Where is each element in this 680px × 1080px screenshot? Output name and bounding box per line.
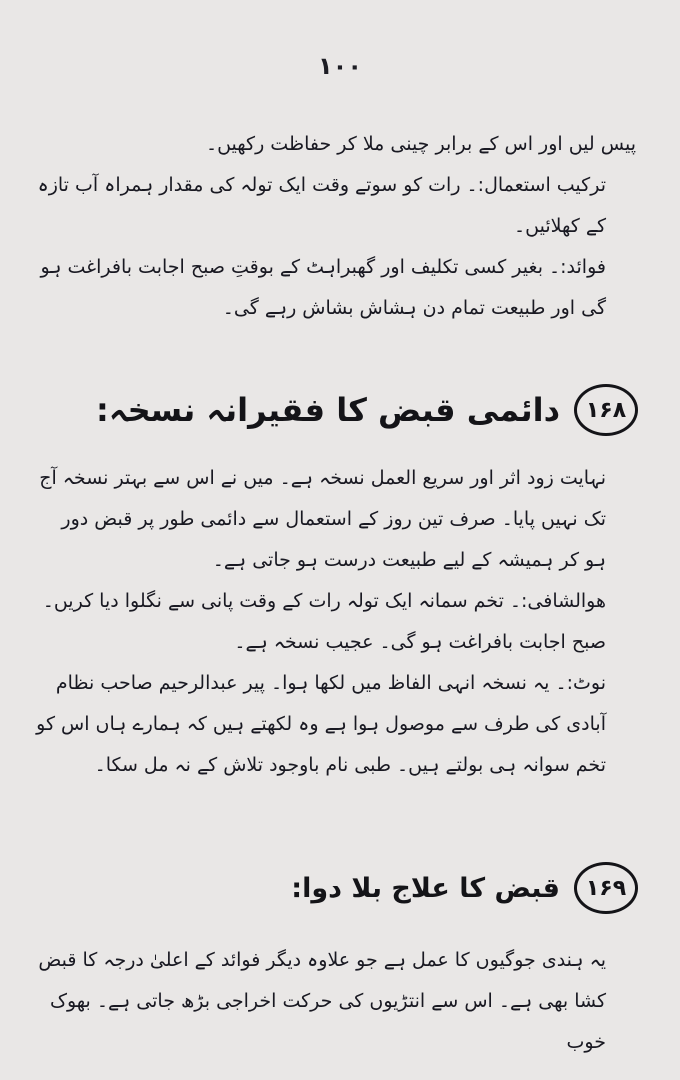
previous-recipe-text (36, 124, 636, 329)
preparation-line: پیس لیں اور اس کے برابر چینی ملا کر حفاظت رکھیں۔ (205, 133, 636, 155)
benefits-text: فوائد:۔ بغیر کسی تکلیف اور گھبراہٹ کے بوقتِ صبح اجابت بافراغت ہو گی اور طبیعت تمام دن ہشاش بشاش رہے گی۔ (40, 256, 606, 319)
recipe-169-heading (291, 862, 638, 914)
page-number: ۱۰۰ (318, 52, 362, 80)
recipe-description: نہایت زود اثر اور سریع العمل نسخہ ہے۔ میں نے اس سے بہتر نسخہ آج تک نہیں پایا۔ صرف تین روز کے استعمال سے دائمی طور پر قبض دور ہو کر ہمیشہ کے لیے طبیعت درست ہو جاتی ہے۔ (39, 467, 606, 571)
recipe-note: نوٹ:۔ یہ نسخہ انہی الفاظ میں لکھا ہوا۔ پیر عبدالرحیم صاحب نظام آبادی کی طرف سے موصول ہوا ہے وہ لکھتے ہیں کہ ہمارے ہاں اس کو تخم سوانہ ہی بولتے ہیں۔ طبی نام باوجود تلاش کے نہ مل سکا۔ (36, 672, 606, 776)
recipe-title: قبض کا علاج بلا دوا: (291, 872, 560, 904)
recipe-168-body (36, 458, 636, 786)
recipe-description: یہ ہندی جوگیوں کا عمل ہے جو علاوہ دیگر فوائد کے اعلیٰ درجہ کا قبض کشا بھی ہے۔ اس سے انتڑیوں کی حرکت اخراجی بڑھ جاتی ہے۔ بھوک خوب (38, 949, 606, 1053)
recipe-title: دائمی قبض کا فقیرانہ نسخہ: (96, 391, 560, 429)
recipe-number-badge: ۱۶۹ (574, 862, 638, 914)
recipe-168-heading (96, 384, 638, 436)
recipe-number-badge: ۱۶۸ (574, 384, 638, 436)
usage-instructions: ترکیب استعمال:۔ رات کو سوتے وقت ایک تولہ کی مقدار ہمراہ آب تازہ کے کھلائیں۔ (37, 174, 606, 237)
recipe-prescription: ھوالشافی:۔ تخم سمانہ ایک تولہ رات کے وقت پانی سے نگلوا دیا کریں۔ صبح اجابت بافراغت ہو گی۔ عجیب نسخہ ہے۔ (42, 590, 606, 653)
recipe-169-body (36, 940, 636, 1063)
